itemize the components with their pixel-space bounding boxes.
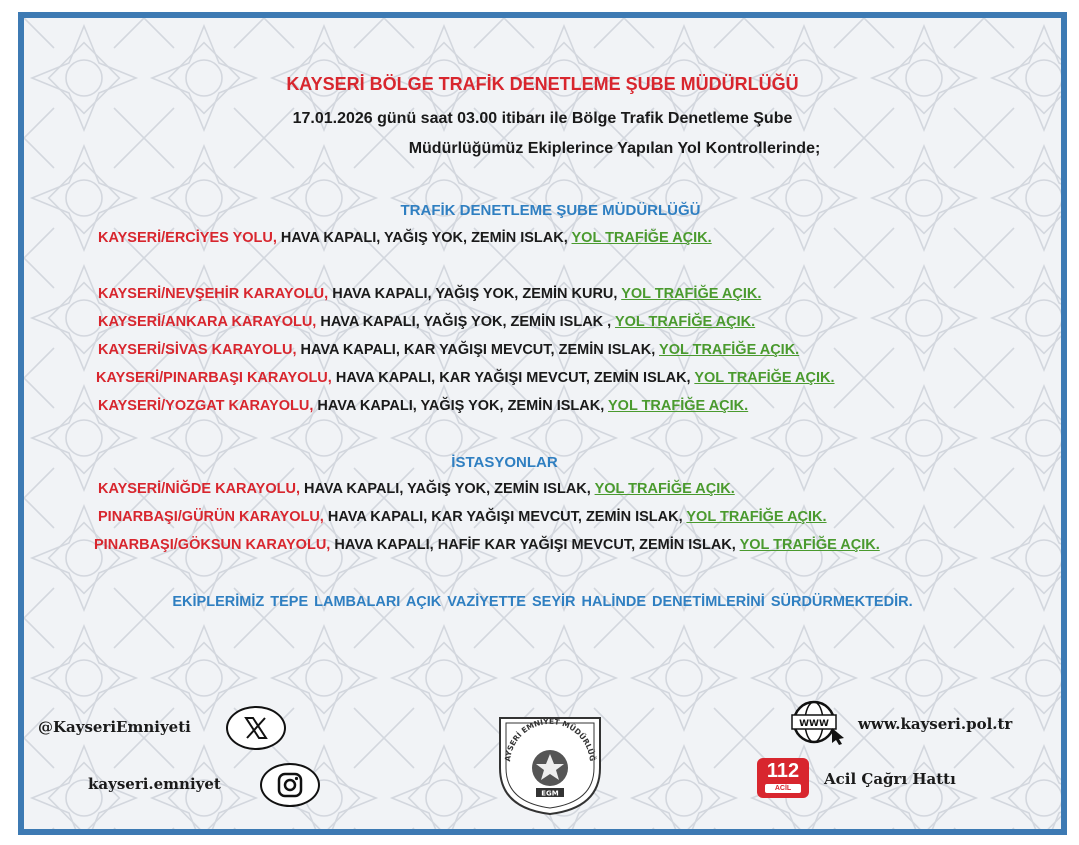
road-location: KAYSERİ/PINARBAŞI KARAYOLU, [96, 370, 332, 386]
road-conditions: HAVA KAPALI, HAFİF KAR YAĞIŞI MEVCUT, ZEMİN ISLAK, [330, 537, 740, 553]
emergency-sub-label: ACİL [765, 784, 801, 793]
website-link[interactable]: www.kayseri.pol.tr [858, 715, 1013, 733]
road-status: YOL TRAFİĞE AÇIK. [594, 481, 735, 497]
road-row [98, 481, 735, 497]
svg-text:KAYSERİ EMNİYET MÜDÜRLÜĞÜ: AYSERİ EMNİYET MÜDÜRLÜĞ [503, 716, 597, 763]
road-location: PINARBAŞI/GÖKSUN KARAYOLU, [94, 537, 331, 553]
document-title: KAYSERİ BÖLGE TRAFİK DENETLEME ŞUBE MÜDÜRLÜĞÜ [286, 74, 799, 94]
road-row [94, 537, 880, 553]
emergency-label: Acil Çağrı Hattı [824, 770, 956, 788]
road-status: YOL TRAFİĞE AÇIK. [608, 398, 749, 414]
road-location: KAYSERİ/ERCİYES YOLU, [98, 230, 277, 246]
section-heading-stations: İSTASYONLAR [451, 454, 558, 471]
road-location: KAYSERİ/YOZGAT KARAYOLU, [98, 398, 314, 414]
closing-statement: EKİPLERİMİZ TEPE LAMBALARI AÇIK VAZİYETTE SEYİR HALİNDE DENETİMLERİNİ SÜRDÜRMEKTEDİR. [172, 594, 913, 610]
road-status: YOL TRAFİĞE AÇIK. [694, 370, 835, 386]
road-location: KAYSERİ/NİĞDE KARAYOLU, [98, 481, 300, 497]
police-seal-icon [490, 708, 610, 818]
road-conditions: HAVA KAPALI, KAR YAĞIŞI MEVCUT, ZEMİN ISLAK, [323, 509, 687, 525]
instagram-handle[interactable]: kayseri.emniyet [88, 775, 221, 793]
road-conditions: HAVA KAPALI, YAĞIŞ YOK, ZEMİN KURU, [328, 286, 622, 302]
twitter-handle[interactable]: @KayseriEmniyeti [38, 718, 191, 736]
road-row [98, 314, 755, 330]
document-frame [18, 12, 1067, 835]
instagram-icon[interactable] [260, 763, 320, 807]
road-conditions: HAVA KAPALI, YAĞIŞ YOK, ZEMİN ISLAK, [276, 230, 572, 246]
road-row [98, 230, 712, 246]
road-conditions: HAVA KAPALI, YAĞIŞ YOK, ZEMİN ISLAK , [316, 314, 615, 330]
road-conditions: HAVA KAPALI, KAR YAĞIŞI MEVCUT, ZEMİN ISLAK, [296, 342, 660, 358]
road-conditions: HAVA KAPALI, YAĞIŞ YOK, ZEMİN ISLAK, [299, 481, 595, 497]
road-status: YOL TRAFİĞE AÇIK. [621, 286, 762, 302]
road-row [98, 398, 748, 414]
document-content [24, 18, 1061, 829]
road-row [98, 509, 827, 525]
road-row [96, 370, 835, 386]
x-twitter-icon[interactable] [226, 706, 286, 750]
intro-line-1: 17.01.2026 günü saat 03.00 itibarı ile Bölge Trafik Denetleme Şube [292, 110, 793, 127]
road-status: YOL TRAFİĞE AÇIK. [571, 230, 712, 246]
road-location: PINARBAŞI/GÜRÜN KARAYOLU, [98, 509, 324, 525]
road-location: KAYSERİ/SİVAS KARAYOLU, [98, 342, 297, 358]
road-row [98, 286, 761, 302]
emergency-number: 112 [766, 760, 800, 782]
emergency-112-badge [757, 758, 809, 798]
svg-text:EGM: EGM [541, 789, 559, 798]
intro-line-2: Müdürlüğümüz Ekiplerince Yapılan Yol Kontrollerinde; [408, 140, 821, 157]
police-seal [490, 708, 610, 818]
section-heading-traffic: TRAFİK DENETLEME ŞUBE MÜDÜRLÜĞÜ [400, 202, 701, 219]
road-status: YOL TRAFİĞE AÇIK. [686, 509, 827, 525]
website-globe-icon[interactable] [786, 698, 848, 746]
road-status: YOL TRAFİĞE AÇIK. [614, 314, 756, 330]
road-conditions: HAVA KAPALI, YAĞIŞ YOK, ZEMİN ISLAK, [313, 398, 608, 414]
road-location: KAYSERİ/NEVŞEHİR KARAYOLU, [98, 286, 329, 302]
road-location: KAYSERİ/ANKARA KARAYOLU, [98, 314, 317, 330]
svg-text:WWW: WWW [799, 719, 829, 729]
road-status: YOL TRAFİĞE AÇIK. [739, 537, 880, 553]
road-row [98, 342, 799, 358]
road-status: YOL TRAFİĞE AÇIK. [659, 342, 800, 358]
road-conditions: HAVA KAPALI, KAR YAĞIŞI MEVCUT, ZEMİN ISLAK, [331, 370, 695, 386]
